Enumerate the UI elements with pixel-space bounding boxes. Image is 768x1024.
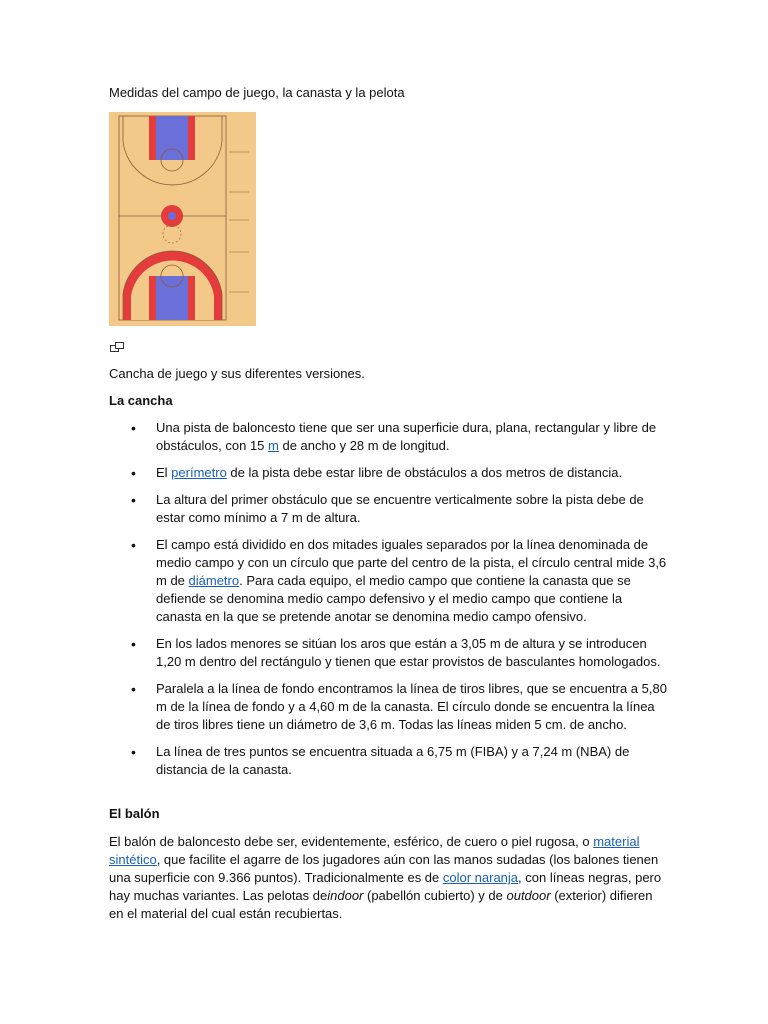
list-item: • Una pista de baloncesto tiene que ser una superficie dura, plana, rectangular y libre de obstáculos, con 15 m de ancho y 28 m de longitud. xyxy=(109,419,669,455)
link-m[interactable]: m xyxy=(268,438,279,453)
court-rules-list xyxy=(109,419,669,788)
list-item: • En los lados menores se sitúan los aros que están a 3,05 m de altura y se introducen 1,20 m dentro del rectángulo y tienen que estar provistos de basculantes homologados. xyxy=(109,635,669,671)
list-item: • El campo está dividido en dos mitades iguales separados por la línea denominada de medio campo y con un círculo que parte del centro de la pista, el círculo central mide 3,6 m de diámetro. Para cada equipo, el medio campo que contiene la canasta que se defiende se denomina medio campo defensivo y el medio campo que contiene la canasta en la que se pretende anotar se denomina medio campo ofensivo. xyxy=(109,536,669,626)
list-item: • La altura del primer obstáculo que se encuentre verticalmente sobre la pista debe de estar como mínimo a 7 m de altura. xyxy=(109,491,669,527)
link-material-sintetico[interactable]: material sintético xyxy=(109,834,640,867)
list-item: • El perímetro de la pista debe estar libre de obstáculos a dos metros de distancia. xyxy=(109,464,669,482)
list-item: • Paralela a la línea de fondo encontramos la línea de tiros libres, que se encuentra a 5,80 m de la línea de fondo y a 4,60 m de la canasta. El círculo donde se encuentra la línea de tiros libres tiene un diámetro de 3,6 m. Todas las líneas miden 5 cm. de ancho. xyxy=(109,680,669,734)
image-placeholder-icon xyxy=(110,342,124,354)
list-item: • La línea de tres puntos se encuentra situada a 6,75 m (FIBA) y a 7,24 m (NBA) de distancia de la canasta. xyxy=(109,743,669,779)
section-heading-balon: El balón xyxy=(109,806,160,821)
link-diametro[interactable]: diámetro xyxy=(188,573,240,588)
link-perimetro[interactable]: perímetro xyxy=(171,465,227,480)
document-title: Medidas del campo de juego, la canasta y la pelota xyxy=(109,85,405,100)
image-caption: Cancha de juego y sus diferentes versiones. xyxy=(109,366,365,381)
link-color-naranja[interactable]: color naranja xyxy=(442,870,519,885)
ball-paragraph: El balón de baloncesto debe ser, evidentemente, esférico, de cuero o piel rugosa, o material sintético, que facilite el agarre de los jugadores aún con las manos sudadas (los balones tienen una superficie con 9.366 puntos). Tradicionalmente es de color naranja, con líneas negras, pero hay muchas variantes. Las pelotas deindoor (pabellón cubierto) y de outdoor (exterior) difieren en el material del cual están recubiertas. xyxy=(109,834,662,921)
section-heading-cancha: La cancha xyxy=(109,393,173,408)
basketball-court-image xyxy=(109,112,256,326)
